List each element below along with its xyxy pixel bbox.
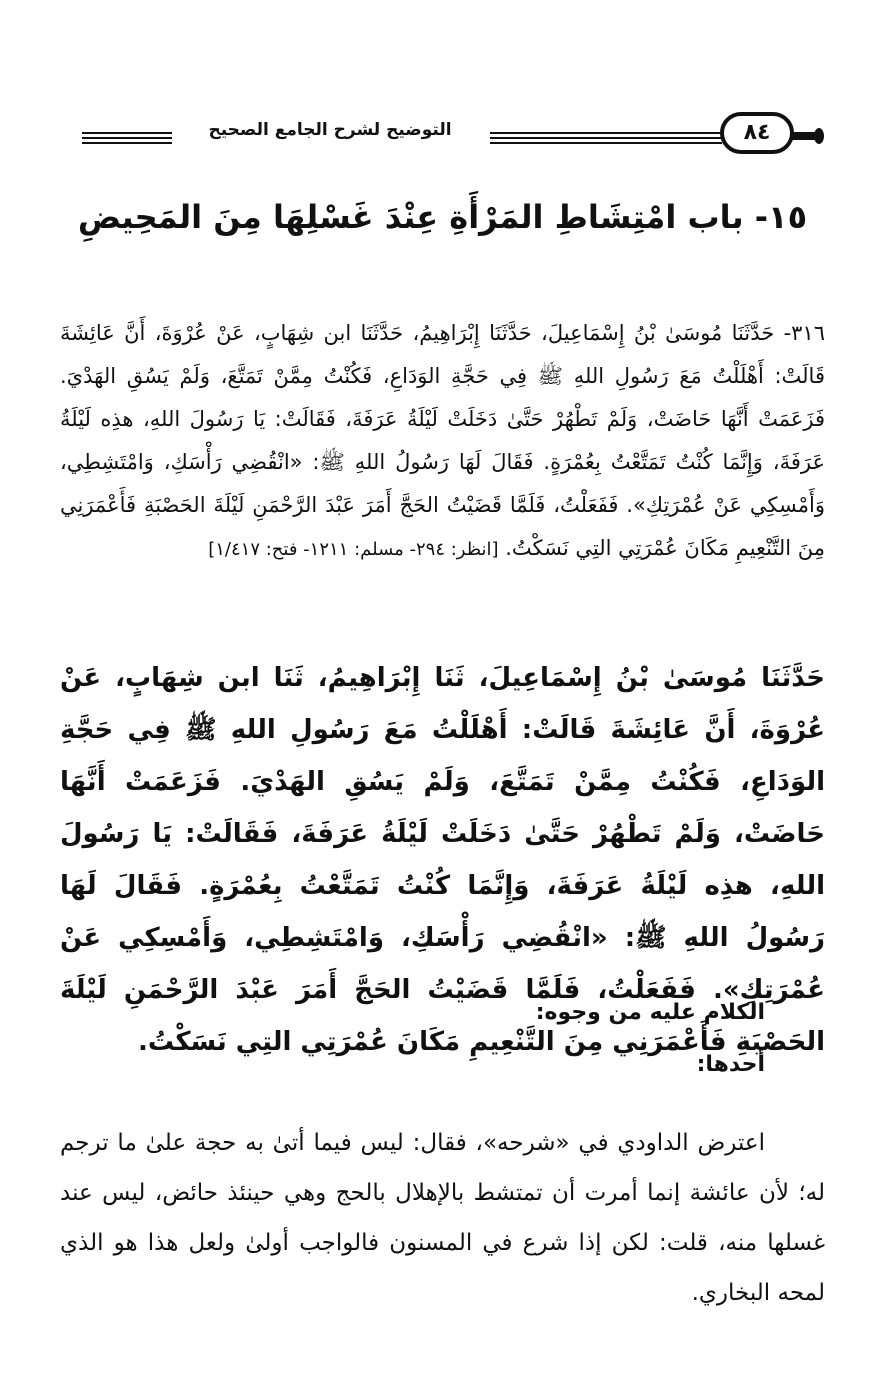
page-number: ٨٤ [720, 112, 794, 154]
commentary-heading: الكلام عليه من وجوه: [535, 1000, 765, 1025]
commentary-text [60, 1118, 825, 1318]
main-hadith-text: حَدَّثَنَا مُوسَىٰ بْنُ إِسْمَاعِيلَ، ثَنَا إِبْرَاهِيمُ، ثَنَا ابن شِهَابٍ، عَنْ عُرْوَةَ، أَنَّ عَائِشَةَ قَالَتْ: أَهْلَلْتُ مَعَ رَسُولِ اللهِ ﷺ فِي حَجَّةِ الوَدَاعِ، فَكُنْتُ مِمَّنْ تَمَتَّعَ، وَلَمْ يَسُقِ الهَدْيَ. فَزَعَمَتْ أَنَّهَا حَاضَتْ، وَلَمْ تَطْهُرْ حَتَّىٰ دَخَلَتْ لَيْلَةُ عَرَفَةَ، فَقَالَتْ: يَا رَسُولَ اللهِ، هذِه لَيْلَةُ عَرَفَةَ، وَإِنَّمَا كُنْتُ تَمَتَّعْتُ بِعُمْرَةٍ. فَقَالَ لَهَا رَسُولُ اللهِ ﷺ: «انْقُضِي رَأْسَكِ، وَامْتَشِطِي، وَأَمْسِكِي عَنْ عُمْرَتِكِ». فَفَعَلْتُ، فَلَمَّا قَضَيْتُ الحَجَّ أَمَرَ عَبْدَ الرَّحْمَنِ لَيْلَةَ الحَصْبَةِ فَأَعْمَرَنِي مِنَ التَّنْعِيمِ مَكَانَ عُمْرَتِي التِي نَسَكْتُ. [60, 663, 825, 1057]
header-rule-left [82, 132, 172, 142]
chapter-title: ١٥- باب امْتِشَاطِ المَرْأَةِ عِنْدَ غَسْلِهَا مِنَ المَحِيضِ [77, 198, 808, 236]
hadith-reference: [انظر: ٢٩٤- مسلم: ١٢١١- فتح: ١/٤١٧] [208, 539, 499, 560]
hadith-text-block [60, 312, 825, 571]
header-rule-middle [490, 132, 722, 142]
page-number-ornament [792, 132, 822, 140]
hadith-text: ٣١٦- حَدَّثَنَا مُوسَىٰ بْنُ إِسْمَاعِيلَ، حَدَّثَنَا إِبْرَاهِيمُ، حَدَّثَنَا ابن شِهَابٍ، عَنْ عُرْوَةَ، أَنَّ عَائِشَةَ قَالَتْ: أَهْلَلْتُ مَعَ رَسُولِ اللهِ ﷺ فِي حَجَّةِ الوَدَاعِ، فَكُنْتُ مِمَّنْ تَمَتَّعَ، وَلَمْ يَسُقِ الهَدْيَ. فَزَعَمَتْ أَنَّهَا حَاضَتْ، وَلَمْ تَطْهُرْ حَتَّىٰ دَخَلَتْ لَيْلَةُ عَرَفَةَ، فَقَالَتْ: يَا رَسُولَ اللهِ، هذِه لَيْلَةُ عَرَفَةَ، وَإِنَّمَا كُنْتُ تَمَتَّعْتُ بِعُمْرَةٍ. فَقَالَ لَهَا رَسُولُ اللهِ ﷺ: «انْقُضِي رَأْسَكِ، وَامْتَشِطِي، وَأَمْسِكِي عَنْ عُمْرَتِكِ». فَفَعَلْتُ، فَلَمَّا قَضَيْتُ الحَجَّ أَمَرَ عَبْدَ الرَّحْمَنِ لَيْلَةَ الحَصْبَةِ فَأَعْمَرَنِي مِنَ التَّنْعِيمِ مَكَانَ عُمْرَتِي التِي نَسَكْتُ. [60, 321, 825, 560]
commentary-paragraph: اعترض الداودي في «شرحه»، فقال: ليس فيما أتىٰ به حجة علىٰ ما ترجم له؛ لأن عائشة إنما أمرت أن تمتشط بالإهلال بالحج وهي حينئذ حائض، ليس عند غسلها منه، قلت: لكن إذا شرع في المسنون فالواجب أولىٰ ولعل هذا هو الذي لمحه البخاري. [60, 1130, 825, 1306]
commentary-subheading: أحدها: [696, 1052, 765, 1077]
page-header [80, 108, 820, 164]
running-title: التوضيح لشرح الجامع الصحيح [208, 120, 452, 140]
